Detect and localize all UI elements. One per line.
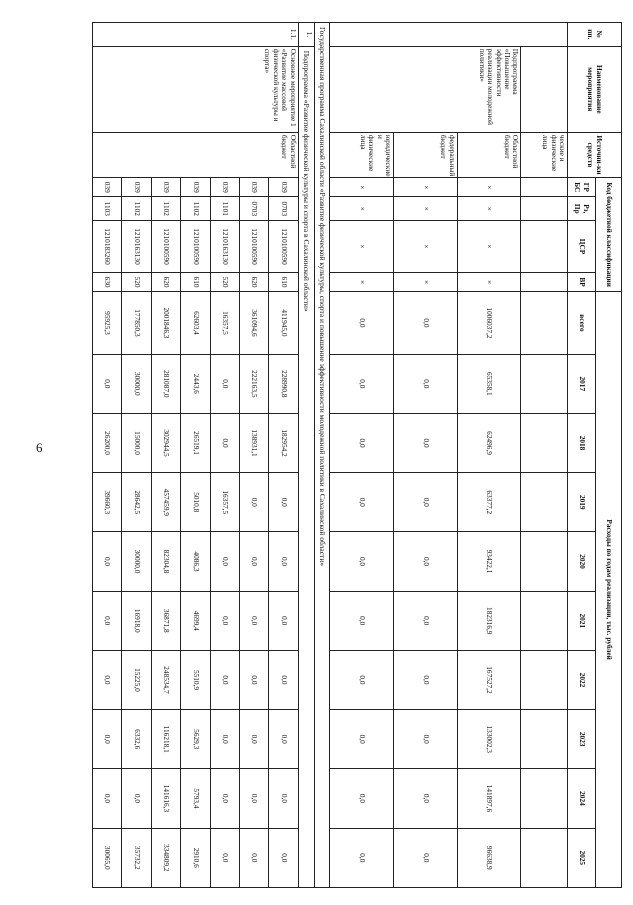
code-grbs: 039 (239, 178, 268, 197)
amount-cell: 0,0 (394, 710, 458, 769)
amount-cell: 0,0 (210, 828, 239, 887)
table-row (394, 23, 458, 888)
header-year: 2022 (568, 650, 596, 709)
amount-cell: 0,0 (269, 769, 298, 828)
amount-cell (521, 710, 568, 769)
code-rzpr (521, 197, 568, 221)
code-rzpr: × (394, 197, 458, 221)
amount-cell: 0,0 (210, 769, 239, 828)
amount-cell: 0,0 (269, 473, 298, 532)
header-csr: ЦСР (568, 221, 596, 273)
amount-cell: 62496,9 (457, 413, 521, 472)
header-year: 2018 (568, 413, 596, 472)
code-grbs: 039 (93, 178, 122, 197)
measure-num: 1.1. (93, 23, 299, 47)
amount-cell: 26200,0 (93, 413, 122, 472)
amount-cell: 0,0 (330, 473, 394, 532)
header-vr: ВР (568, 272, 596, 291)
subprogram-youth-name: Подпрограмма «Повышение эффективности реализации молодежной политики» (330, 46, 521, 132)
amount-cell: 0,0 (330, 650, 394, 709)
measure-section (93, 23, 299, 888)
amount-cell (521, 473, 568, 532)
header-year: 2025 (568, 828, 596, 887)
amount-cell: 26519,1 (181, 413, 210, 472)
amount-cell: 35732,2 (122, 828, 151, 887)
amount-cell: 0,0 (394, 650, 458, 709)
code-rzpr: 0703 (239, 197, 268, 221)
code-csr: 1210183260 (93, 221, 122, 273)
amount-cell: 0,0 (394, 828, 458, 887)
amount-cell: 0,0 (330, 532, 394, 591)
amount-cell: 0,0 (210, 591, 239, 650)
header-source: Источни-ки средств (568, 132, 622, 177)
amount-cell: 4086,3 (181, 532, 210, 591)
amount-cell: 0,0 (330, 354, 394, 413)
header-year: 2020 (568, 532, 596, 591)
amount-cell: 1006037,2 (457, 292, 521, 354)
code-rzpr: 1101 (210, 197, 239, 221)
amount-cell: 28642,5 (122, 473, 151, 532)
code-vr: 610 (181, 272, 210, 291)
amount-cell: 65358,1 (457, 354, 521, 413)
header-rzpr: Рз, Пр (568, 197, 596, 221)
header-year: 2023 (568, 710, 596, 769)
amount-cell: 0,0 (269, 650, 298, 709)
amount-cell: 0,0 (269, 710, 298, 769)
amount-cell: 5510,9 (181, 650, 210, 709)
code-csr (521, 221, 568, 273)
header-year: 2021 (568, 591, 596, 650)
row-num-cell (330, 23, 568, 47)
amount-cell: 30000,0 (122, 532, 151, 591)
amount-cell (521, 828, 568, 887)
amount-cell (521, 413, 568, 472)
amount-cell: 0,0 (210, 710, 239, 769)
table-row (269, 23, 298, 888)
code-csr: 1210100590 (181, 221, 210, 273)
code-csr: 1210100590 (239, 221, 268, 273)
amount-cell: 177850,3 (122, 292, 151, 354)
code-rzpr: × (457, 197, 521, 221)
amount-cell: 182316,9 (457, 591, 521, 650)
header-year: 2017 (568, 354, 596, 413)
amount-cell: 0,0 (239, 473, 268, 532)
measure-source: Областной бюджет (93, 132, 299, 177)
table-row (457, 23, 521, 888)
code-vr: 630 (93, 272, 122, 291)
amount-cell: 457459,9 (151, 473, 180, 532)
code-vr: 610 (269, 272, 298, 291)
amount-cell: 361094,6 (239, 292, 268, 354)
amount-cell (521, 591, 568, 650)
budget-table (92, 22, 622, 888)
amount-cell (521, 292, 568, 354)
header-total: всего (568, 292, 596, 354)
code-vr: 620 (239, 272, 268, 291)
amount-cell: 411945,0 (269, 292, 298, 354)
amount-cell (521, 532, 568, 591)
subprogram-youth-section (330, 23, 568, 888)
code-grbs: 039 (210, 178, 239, 197)
name-cell (521, 46, 568, 132)
amount-cell: 0,0 (330, 292, 394, 354)
code-rzpr: 1102 (181, 197, 210, 221)
header-budget-code: Код бюджетной классификации (596, 178, 622, 292)
code-csr: × (394, 221, 458, 273)
amount-cell: 16357,5 (210, 473, 239, 532)
code-vr (521, 272, 568, 291)
subprogram-num: 1. (298, 23, 314, 47)
amount-cell: 0,0 (330, 828, 394, 887)
amount-cell: 0,0 (93, 591, 122, 650)
amount-cell: 0,0 (93, 710, 122, 769)
table-row (521, 23, 568, 888)
amount-cell: 4699,4 (181, 591, 210, 650)
header-expenses: Расходы по годам реализации, тыс. рублей (596, 292, 622, 888)
amount-cell: 0,0 (210, 354, 239, 413)
code-vr: 520 (210, 272, 239, 291)
amount-cell: 0,0 (210, 650, 239, 709)
amount-cell: 0,0 (210, 532, 239, 591)
amount-cell: 82304,8 (151, 532, 180, 591)
measure-name: Основное мероприятие 1 «Развитие массовой физической культуры и спорта» (93, 46, 299, 132)
amount-cell: 0,0 (93, 532, 122, 591)
code-rzpr: 0703 (269, 197, 298, 221)
amount-cell: 5629,3 (181, 710, 210, 769)
amount-cell: 248534,7 (151, 650, 180, 709)
amount-cell: 0,0 (93, 650, 122, 709)
amount-cell (521, 354, 568, 413)
amount-cell: 141897,6 (457, 769, 521, 828)
code-vr: × (457, 272, 521, 291)
code-rzpr: 1103 (93, 197, 122, 221)
amount-cell: 0,0 (394, 473, 458, 532)
amount-cell: 0,0 (394, 591, 458, 650)
code-vr: 620 (151, 272, 180, 291)
amount-cell: 0,0 (122, 769, 151, 828)
funding-source: ческие и физические лица (521, 132, 568, 177)
amount-cell: 228990,8 (269, 354, 298, 413)
amount-cell: 2001846,3 (151, 292, 180, 354)
subprogram-title: Подпрограмма «Развитие физической культуры и спорта в Сахалинской области» (298, 46, 314, 887)
amount-cell: 36871,8 (151, 591, 180, 650)
funding-source: федеральный бюджет (394, 132, 458, 177)
header-num: № пп. (568, 23, 622, 47)
code-rzpr: 1102 (151, 197, 180, 221)
amount-cell: 93422,1 (457, 532, 521, 591)
funding-source: Областной бюджет (457, 132, 521, 177)
amount-cell (521, 769, 568, 828)
rotated-table-container (92, 22, 622, 888)
amount-cell: 0,0 (239, 710, 268, 769)
amount-cell: 167527,2 (457, 650, 521, 709)
amount-cell: 0,0 (394, 413, 458, 472)
amount-cell: 39660,3 (93, 473, 122, 532)
amount-cell: 0,0 (394, 292, 458, 354)
amount-cell: 0,0 (330, 769, 394, 828)
amount-cell: 30000,0 (122, 354, 151, 413)
code-csr: 1210163130 (122, 221, 151, 273)
code-grbs: × (457, 178, 521, 197)
amount-cell: 15000,0 (122, 413, 151, 472)
code-csr: × (457, 221, 521, 273)
code-grbs: 039 (151, 178, 180, 197)
amount-cell: 138931,1 (239, 413, 268, 472)
amount-cell: 0,0 (93, 354, 122, 413)
amount-cell: 16918,0 (122, 591, 151, 650)
code-grbs (521, 178, 568, 197)
amount-cell: 334809,2 (151, 828, 180, 887)
amount-cell: 30065,0 (93, 828, 122, 887)
code-vr: 520 (122, 272, 151, 291)
amount-cell: 281087,0 (151, 354, 180, 413)
amount-cell: 0,0 (93, 769, 122, 828)
header-name: Наименование мероприятия (568, 46, 622, 132)
header-grbs: ГР БС (568, 178, 596, 197)
amount-cell: 0,0 (330, 710, 394, 769)
amount-cell: 0,0 (330, 413, 394, 472)
amount-cell: 0,0 (269, 828, 298, 887)
program-title: Государственная программа Сахалинской области «Развитие физической культуры, спорта и повышение эффективности молодежной политики в Сахалинской области» (314, 23, 330, 888)
amount-cell (521, 650, 568, 709)
amount-cell: 0,0 (394, 769, 458, 828)
code-csr: 1210100590 (269, 221, 298, 273)
amount-cell: 0,0 (394, 532, 458, 591)
amount-cell: 0,0 (239, 769, 268, 828)
page-number: 6 (36, 440, 43, 455)
code-csr: × (330, 221, 394, 273)
amount-cell: 302944,5 (151, 413, 180, 472)
code-grbs: 039 (122, 178, 151, 197)
amount-cell: 0,0 (269, 532, 298, 591)
amount-cell: 5010,8 (181, 473, 210, 532)
table-row (330, 23, 394, 888)
amount-cell: 0,0 (239, 532, 268, 591)
code-csr: 1210100590 (151, 221, 180, 273)
code-rzpr: 1102 (122, 197, 151, 221)
amount-cell: 96638,9 (457, 828, 521, 887)
amount-cell: 141616,3 (151, 769, 180, 828)
code-grbs: × (394, 178, 458, 197)
code-rzpr: × (330, 197, 394, 221)
code-grbs: 039 (269, 178, 298, 197)
amount-cell: 222163,5 (239, 354, 268, 413)
amount-cell: 2443,6 (181, 354, 210, 413)
amount-cell: 15225,0 (122, 650, 151, 709)
header-year: 2019 (568, 473, 596, 532)
amount-cell: 0,0 (239, 828, 268, 887)
amount-cell: 16357,5 (210, 292, 239, 354)
funding-source: юридические и физические лица (330, 132, 394, 177)
code-vr: × (330, 272, 394, 291)
code-grbs: 039 (181, 178, 210, 197)
amount-cell: 5793,4 (181, 769, 210, 828)
code-grbs: × (330, 178, 394, 197)
amount-cell: 0,0 (239, 591, 268, 650)
amount-cell: 95925,3 (93, 292, 122, 354)
amount-cell: 2910,6 (181, 828, 210, 887)
amount-cell: 0,0 (239, 650, 268, 709)
amount-cell: 133002,3 (457, 710, 521, 769)
code-csr: 1210163130 (210, 221, 239, 273)
amount-cell: 0,0 (210, 413, 239, 472)
amount-cell: 0,0 (269, 591, 298, 650)
amount-cell: 63377,2 (457, 473, 521, 532)
amount-cell: 62603,4 (181, 292, 210, 354)
amount-cell: 0,0 (330, 591, 394, 650)
amount-cell: 6332,6 (122, 710, 151, 769)
header-year: 2024 (568, 769, 596, 828)
amount-cell: 116218,1 (151, 710, 180, 769)
code-vr: × (394, 272, 458, 291)
amount-cell: 0,0 (394, 354, 458, 413)
amount-cell: 182954,2 (269, 413, 298, 472)
